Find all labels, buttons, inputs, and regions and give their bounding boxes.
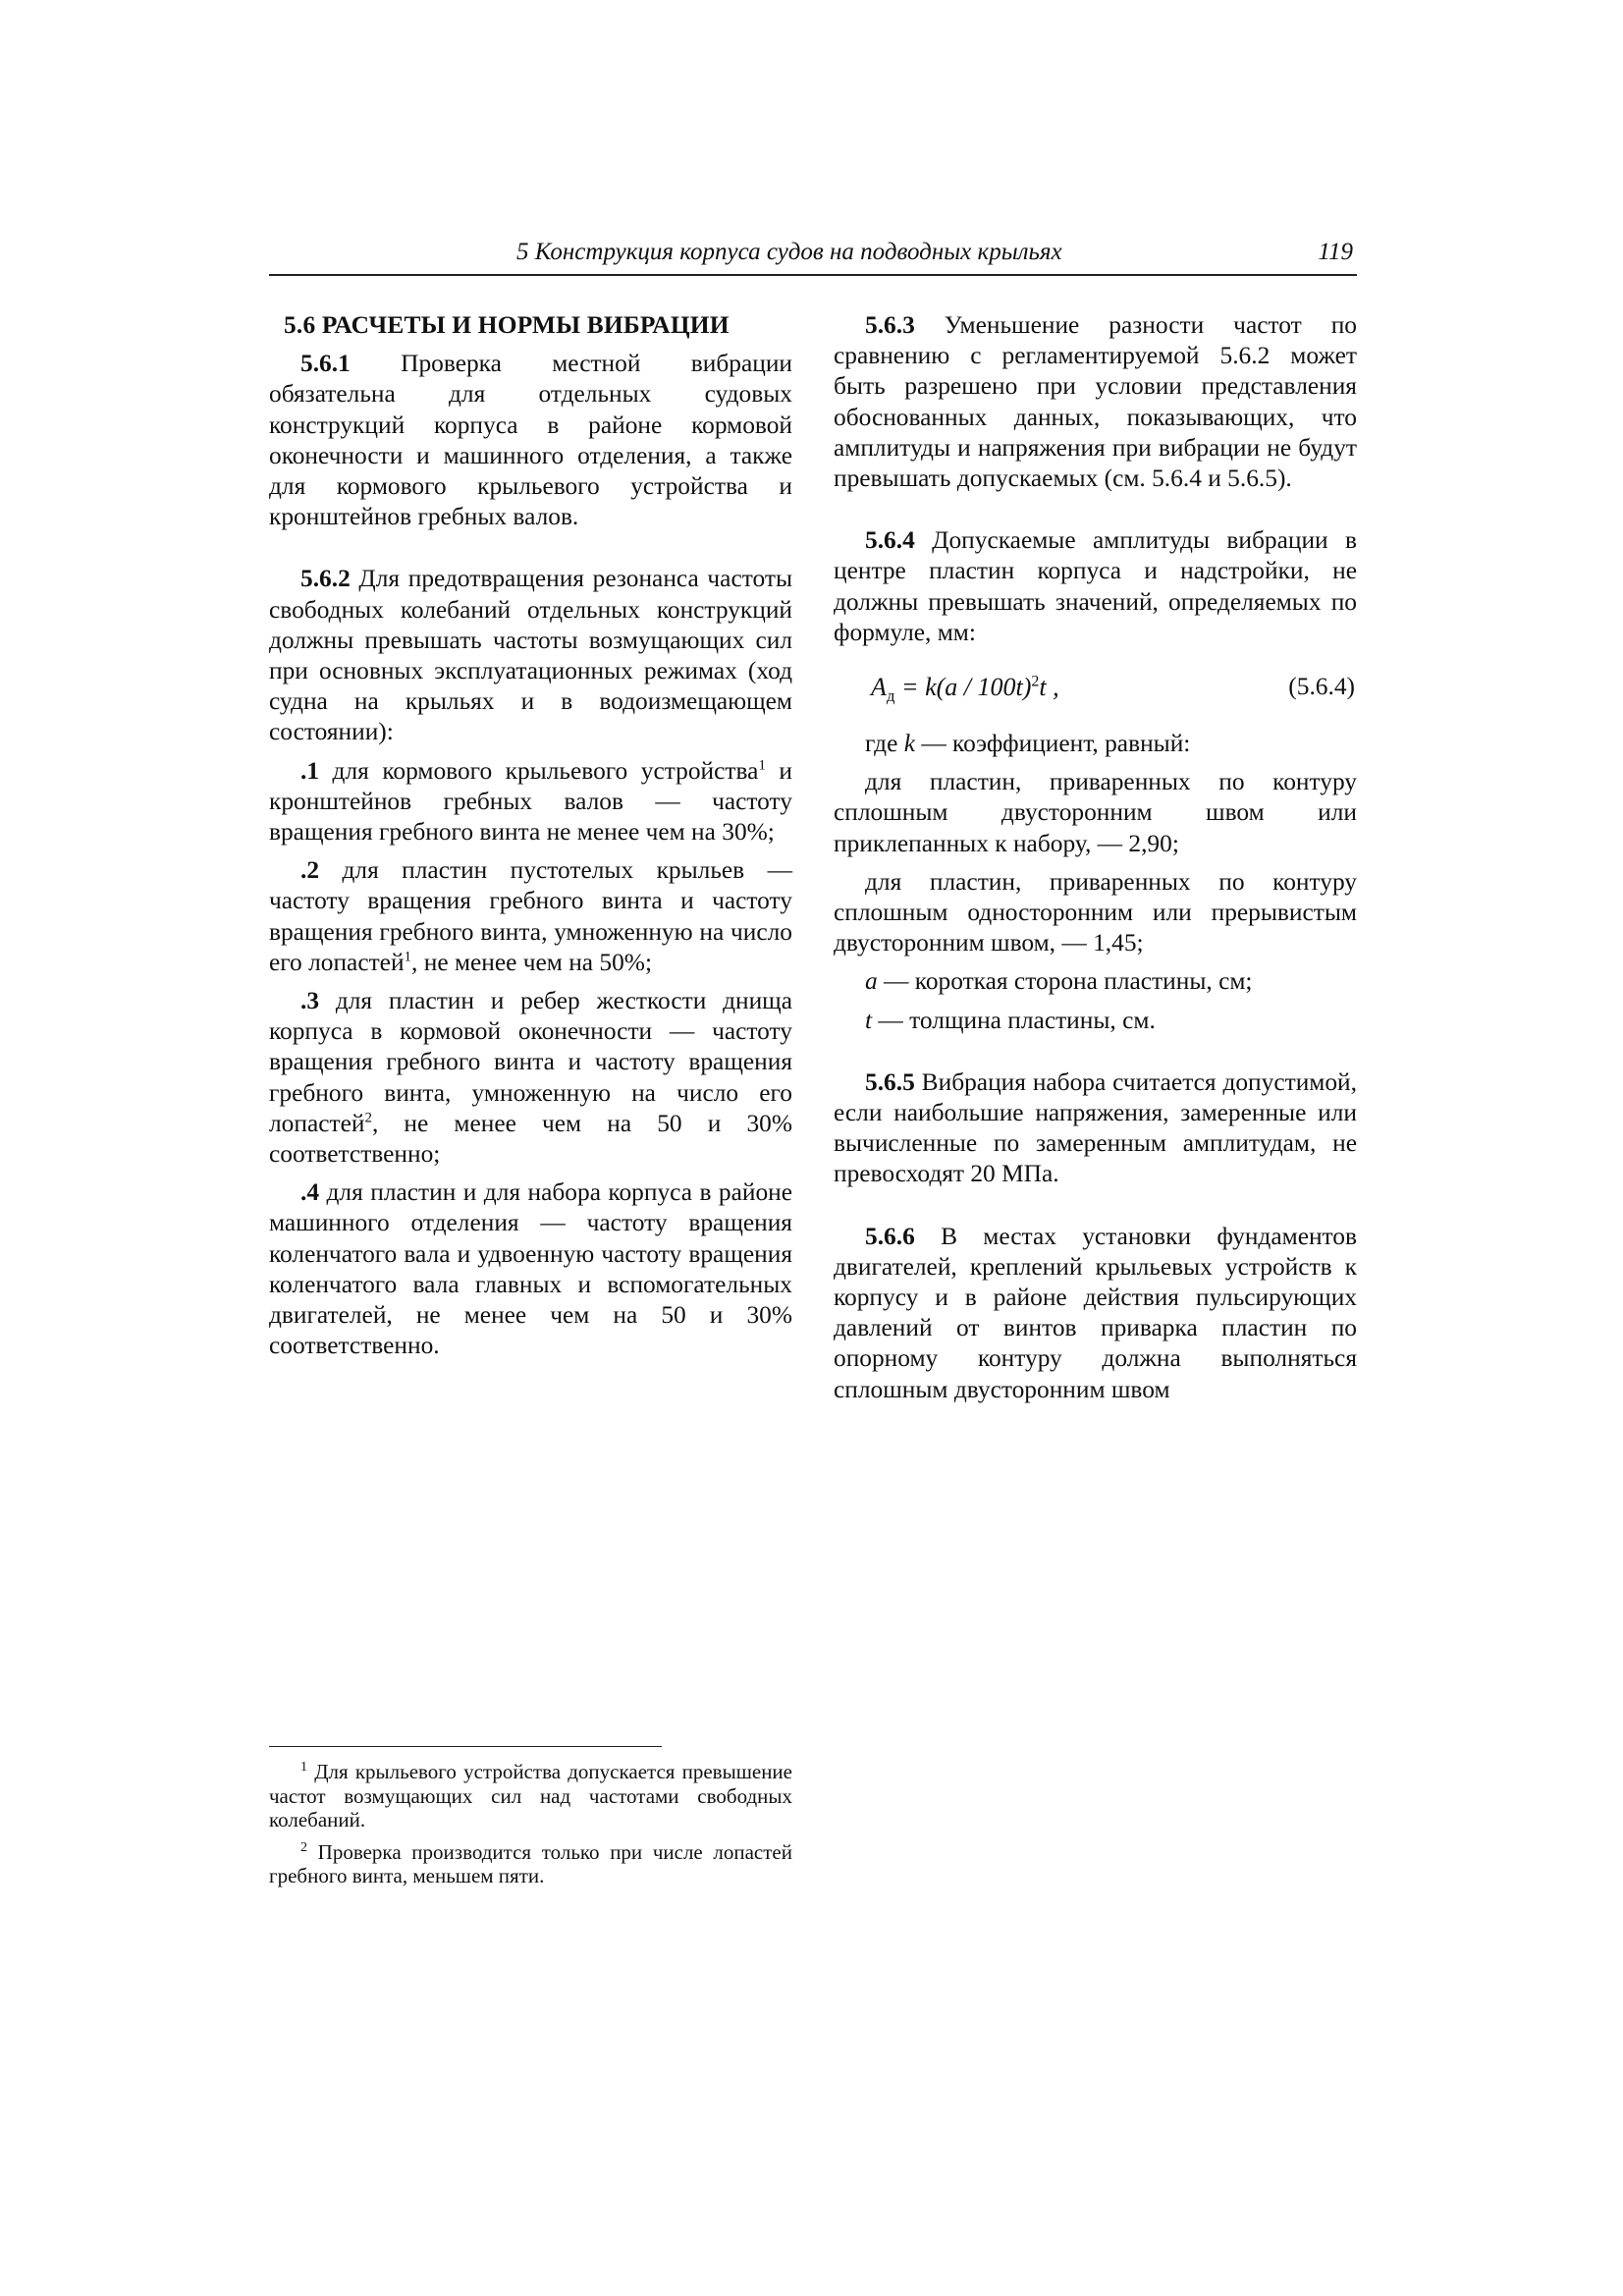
item-text: для пластин пустотелых крыльев — частоту вращения гребного винта и частоту вращения гребного винта, умноженную на число его лопастей <box>269 856 792 976</box>
left-column <box>269 310 792 1362</box>
definition-symbol: a <box>865 967 878 996</box>
paragraph-5-6-1 <box>269 349 792 532</box>
definition-single-weld: для пластин, приваренных по контуру сплошным односторонним или прерывистым двусторонним швом, — 1,45; <box>834 867 1357 957</box>
footnote-ref: 1 <box>758 757 766 774</box>
definition-symbol: k <box>903 730 915 758</box>
definition-t <box>834 1006 1357 1036</box>
definition-text: — коэффициент, равный: <box>914 730 1191 758</box>
clause-text: Для предотвращения резонанса частоты свободных колебаний отдельных конструкций должны превышать частоты возмущающих сил при основных эксплуатационных режимах (ход судна на крыльях и в водоизмещающем состоянии): <box>269 565 792 746</box>
list-item-2 <box>269 855 792 978</box>
definition-k <box>834 729 1357 759</box>
footnotes <box>269 1760 792 1888</box>
formula-body: = k(a / 100t) <box>894 673 1032 702</box>
list-item-3 <box>269 986 792 1170</box>
footnote-mark: 1 <box>300 1760 307 1775</box>
clause-number: 5.6.6 <box>865 1222 915 1250</box>
item-text: для кормового крыльевого устройства <box>319 756 759 785</box>
list-item-4 <box>269 1177 792 1361</box>
clause-text: Вибрация набора считается допустимой, если наибольшие напряжения, замеренные или вычисленные по замеренным амплитудам, не превосходят 20 МПа. <box>834 1067 1357 1188</box>
section-heading: 5.6 РАСЧЕТЫ И НОРМЫ ВИБРАЦИИ <box>284 311 730 339</box>
footnote-text: Для крыльевого устройства допускается превышение частот возмущающих сил над частотами свободных колебаний. <box>269 1760 792 1831</box>
definition-a <box>834 966 1357 997</box>
running-header <box>269 239 1357 276</box>
footnote-ref: 2 <box>364 1110 372 1126</box>
paragraph-5-6-2 <box>269 564 792 747</box>
definition-double-weld: для пластин, приваренных по контуру сплошным двусторонним швом или приклепанных к набору, — 2,90; <box>834 768 1357 857</box>
formula-power: 2 <box>1031 673 1040 690</box>
clause-number: 5.6.4 <box>865 526 915 555</box>
formula-lhs: A <box>871 673 887 702</box>
formula-subscript: д <box>886 686 895 706</box>
item-text: и кронштейнов гребных валов — частоту вращения гребного винта не менее чем на 30%; <box>269 756 793 847</box>
clause-number: 5.6.5 <box>865 1067 915 1096</box>
formula-number: (5.6.4) <box>1288 673 1355 701</box>
running-header-title: 5 Конструкция корпуса судов на подводных крыльях <box>516 239 1062 265</box>
item-number: .4 <box>300 1178 320 1207</box>
item-text: для пластин и для набора корпуса в районе машинного отделения — частоту вращения коленчатого вала и удвоенную частоту вращения коленчатого вала главных и вспомогательных двигателей, не менее чем на 50 и 30% соответственно. <box>269 1178 792 1360</box>
page-number: 119 <box>1318 239 1353 265</box>
item-number: .2 <box>300 856 320 885</box>
footnote-mark: 2 <box>300 1839 307 1855</box>
footnote-text: Проверка производится только при числе лопастей гребного винта, меньшем пяти. <box>269 1839 792 1887</box>
clause-text: Допускаемые амплитуды вибрации в центре пластин корпуса и надстройки, не должны превышать значений, определяемых по формуле, мм: <box>834 526 1357 646</box>
paragraph-5-6-4 <box>834 525 1357 648</box>
paragraph-5-6-6 <box>834 1222 1357 1405</box>
footnote-divider <box>269 1746 662 1747</box>
clause-text: Проверка местной вибрации обязательна для отдельных судовых конструкций корпуса в районе кормовой оконечности и машинного отделения, а также для кормового крыльевого устройства и кронштейнов гребных валов. <box>269 350 792 531</box>
formula-expression <box>871 672 1059 711</box>
definition-text: — толщина пластины, см. <box>872 1006 1156 1034</box>
definition-text: где <box>865 730 904 758</box>
list-item-1 <box>269 756 792 848</box>
definition-symbol: t <box>865 1006 873 1034</box>
clause-text: В местах установки фундаментов двигателей, креплений крыльевых устройств к корпусу и в районе действия пульсирующих давлений от винтов приварка пластин по опорному контуру должна выполняться сплошным двусторонним швом <box>834 1222 1357 1403</box>
item-text: , не менее чем на 50 и 30% соответственно; <box>269 1109 792 1169</box>
footnote-ref: 1 <box>404 949 412 965</box>
paragraph-5-6-5 <box>834 1067 1357 1190</box>
formula-5-6-4 <box>834 672 1357 711</box>
definition-text: — короткая сторона пластины, см; <box>877 967 1253 996</box>
clause-text: Уменьшение разности частот по сравнению с регламентируемой 5.6.2 может быть разрешено при условии представления обоснованных данных, показывающих, что амплитуды и напряжения при вибрации не будут превышать допускаемых (см. 5.6.4 и 5.6.5). <box>834 311 1357 493</box>
paragraph-5-6-3 <box>834 310 1357 494</box>
footnote-2 <box>269 1840 792 1888</box>
item-text: для пластин и ребер жесткости днища корпуса в кормовой оконечности — частоту вращения гребного винта и частоту вращения гребного винта, умноженную на число его лопастей <box>269 987 792 1137</box>
item-number: .3 <box>300 987 320 1015</box>
clause-number: 5.6.2 <box>300 565 351 593</box>
item-text: , не менее чем на 50%; <box>411 948 653 976</box>
clause-number: 5.6.3 <box>865 311 915 339</box>
right-column <box>834 310 1357 1405</box>
item-number: .1 <box>300 756 320 785</box>
footnote-1 <box>269 1760 792 1832</box>
formula-tail: t , <box>1039 673 1059 702</box>
clause-number: 5.6.1 <box>300 350 351 378</box>
